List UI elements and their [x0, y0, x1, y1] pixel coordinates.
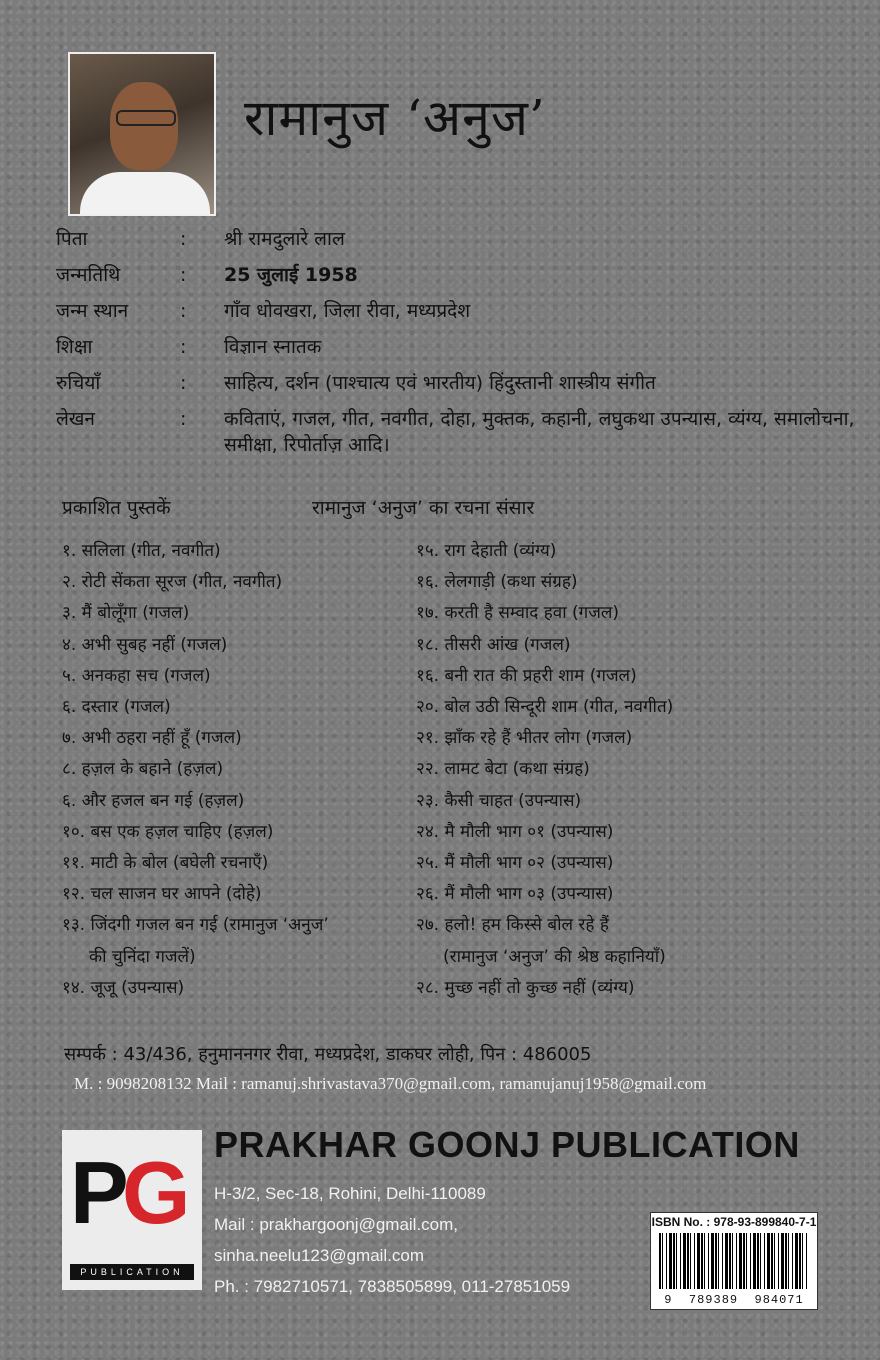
photo-face [110, 82, 178, 170]
publisher-logo [62, 1130, 202, 1290]
info-label: शिक्षा [56, 336, 93, 358]
photo-shirt [80, 172, 210, 216]
book-item: (रामानुज ‘अनुज’ की श्रेष्ठ कहानियाँ) [416, 946, 666, 967]
info-label: पिता [56, 228, 88, 250]
book-item: १५. राग देहाती (व्यंग्य) [416, 541, 557, 561]
publisher-mail-2: sinha.neelu123@gmail.com [214, 1246, 425, 1265]
book-item: १७. करती है सम्वाद हवा (गजल) [416, 603, 619, 624]
book-item: ७. अभी ठहरा नहीं हूँ (गजल) [62, 728, 242, 749]
author-name: रामानुज ‘अनुज’ [244, 89, 546, 147]
isbn-label: ISBN No. : 978-93-899840-7-1 [651, 1215, 817, 1229]
book-item: ८. हज़ल के बहाने (हज़ल) [62, 759, 224, 780]
info-value: साहित्य, दर्शन (पाश्चात्य एवं भारतीय) हिंदुस्तानी शास्त्रीय संगीत [224, 372, 656, 394]
info-row [56, 334, 866, 360]
info-colon: : [180, 336, 187, 358]
book-item: ४. अभी सुबह नहीं (गजल) [62, 634, 228, 655]
book-item: १४. जूजू (उपन्यास) [62, 977, 185, 998]
book-item: २५. मैं मौली भाग ०२ (उपन्यास) [416, 853, 614, 874]
info-row [56, 262, 866, 288]
book-item: १२. चल साजन घर आपने (दोहे) [62, 884, 262, 905]
author-info [56, 226, 866, 468]
info-row [56, 226, 866, 252]
publisher-phone: Ph. : 7982710571, 7838505899, 011-27851059 [214, 1277, 571, 1296]
book-item: १६. लेलगाड़ी (कथा संग्रह) [416, 572, 578, 593]
info-value: 25 जुलाई 1958 [224, 264, 358, 286]
barcode-icon [659, 1233, 809, 1289]
logo-letter-p: P [70, 1143, 129, 1242]
info-colon: : [180, 408, 187, 430]
info-value: कविताएं, गजल, गीत, नवगीत, दोहा, मुक्तक, कहानी, लघुकथा उपन्यास, व्यंग्य, समालोचना, समीक्षा, रिपोर्ताज़ आदि। [224, 408, 855, 456]
contact-address: सम्पर्क : 43/436, हनुमाननगर रीवा, मध्यप्रदेश, डाकघर लोही, पिन : 486005 [64, 1044, 592, 1065]
info-colon: : [180, 372, 187, 394]
photo-glasses [116, 110, 176, 126]
books-left-list [62, 536, 329, 1004]
isbn-digits: 9 789389 984071 [664, 1293, 804, 1307]
info-row [56, 298, 866, 324]
book-item: ३. मैं बोलूँगा (गजल) [62, 603, 190, 624]
creative-world-heading: रामानुज ‘अनुज’ का रचना संसार [312, 497, 535, 519]
book-item: २४. मै मौली भाग ०१ (उपन्यास) [416, 821, 614, 842]
book-item: २३. कैसी चाहत (उपन्यास) [416, 790, 582, 811]
published-books-heading: प्रकाशित पुस्तकें [62, 497, 171, 519]
contact-phone-mail: M. : 9098208132 Mail : ramanuj.shrivastava370@gmail.com, ramanujanuj1958@gmail.com [74, 1074, 707, 1093]
info-label: रुचियाँ [56, 372, 101, 394]
book-item: १. सलिला (गीत, नवगीत) [62, 541, 221, 561]
publisher-name: PRAKHAR GOONJ PUBLICATION [214, 1124, 800, 1165]
info-row [56, 406, 866, 458]
info-colon: : [180, 300, 187, 322]
books-right-list [416, 536, 673, 1004]
info-colon: : [180, 264, 187, 286]
book-item: १३. जिंदगी गजल बन गई (रामानुज ‘अनुज’ [62, 915, 329, 936]
book-item: २१. झाँक रहे हैं भीतर लोग (गजल) [416, 728, 633, 749]
publisher-mail: Mail : prakhargoonj@gmail.com, [214, 1215, 459, 1234]
book-item: ६. दस्तार (गजल) [62, 697, 171, 718]
info-row [56, 370, 866, 396]
isbn-barcode [650, 1212, 818, 1310]
info-label: जन्मतिथि [56, 264, 121, 286]
info-value: विज्ञान स्नातक [224, 336, 322, 358]
book-item: २२. लामट बेटा (कथा संग्रह) [416, 759, 590, 780]
book-item: ६. और हजल बन गई (हज़ल) [62, 790, 245, 811]
book-item: २०. बोल उठी सिन्दूरी शाम (गीत, नवगीत) [416, 697, 674, 718]
book-item: ११. माटी के बोल (बघेली रचनाएँ) [62, 853, 269, 874]
book-item: २६. मैं मौली भाग ०३ (उपन्यास) [416, 884, 614, 905]
info-value: श्री रामदुलारे लाल [224, 228, 345, 250]
info-colon: : [180, 228, 187, 250]
book-item: १८. तीसरी आंख (गजल) [416, 634, 571, 655]
info-label: जन्म स्थान [56, 300, 129, 322]
info-value: गाँव धोवखरा, जिला रीवा, मध्यप्रदेश [224, 300, 471, 322]
book-item: ५. अनकहा सच (गजल) [62, 665, 211, 686]
publisher-address: H-3/2, Sec-18, Rohini, Delhi-110089 [214, 1184, 486, 1203]
book-item: १०. बस एक हज़ल चाहिए (हज़ल) [62, 821, 274, 842]
book-item: १६. बनी रात की प्रहरी शाम (गजल) [416, 665, 637, 686]
publisher-info [214, 1178, 570, 1302]
book-item: २८. मुच्छ नहीं तो कुच्छ नहीं (व्यंग्य) [416, 977, 635, 998]
author-photo [68, 52, 216, 216]
info-label: लेखन [56, 408, 95, 430]
book-item: २. रोटी सेंकता सूरज (गीत, नवगीत) [62, 572, 283, 593]
book-item: की चुनिंदा गजलें) [62, 946, 196, 967]
book-item: २७. हलो! हम किस्से बोल रहे हैं [416, 915, 609, 936]
logo-letter-g: G [122, 1143, 191, 1242]
logo-publication-bar: PUBLICATION [70, 1264, 194, 1280]
